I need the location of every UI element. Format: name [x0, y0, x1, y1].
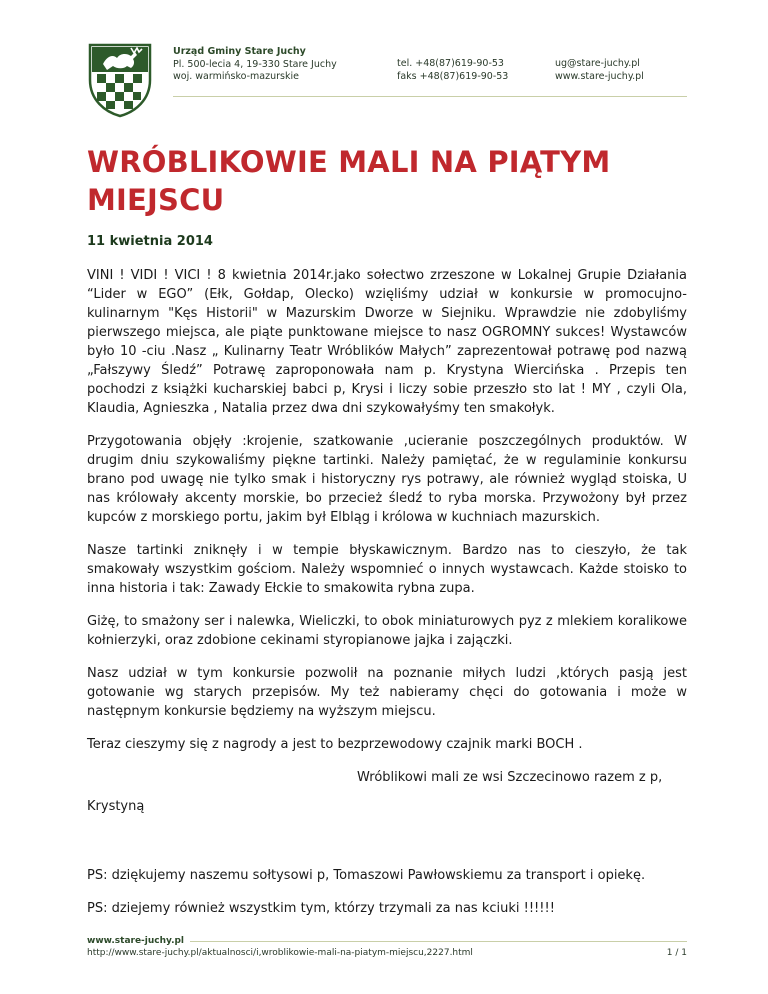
header-phone-block: [397, 58, 508, 83]
address-line-1: Pl. 500-lecia 4, 19-330 Stare Juchy: [173, 58, 337, 70]
footer-article-url[interactable]: http://www.stare-juchy.pl/aktualnosci/i,wroblikowie-mali-na-piatym-miejscu,2227.html: [87, 948, 473, 958]
phone-number: tel. +48(87)619-90-53: [397, 58, 504, 69]
fax-number: faks +48(87)619-90-53: [397, 70, 509, 82]
article-date: 11 kwietnia 2014: [87, 234, 213, 249]
paragraph: VINI ! VIDI ! VICI ! 8 kwietnia 2014r.jako sołectwo zrzeszone w Lokalnej Grupie Działania “Lider w EGO” (Ełk, Gołdap, Olecko) wzięliśmy udział w konkursie w promocujno- kulinarnym "Kęs Historii" w Mazurskim Dworze w Siejniku. Wprawdzie nie zdobyliśmy pierwszego miejsca, ale piąte punktowane miejsce to nasz OGROMNY sukces! Wystawców było 10 -ciu .Nasz „ Kulinarny Teatr Wróblików Małych” zaprezentował potrawę pod nazwą „Fałszywy Śledź” Potrawę zaproponowała nam p. Krystyna Wiercińska . Przepis ten pochodzi z książki kucharskiej babci p, Krysi i liczy sobie przeszło sto lat ! MY , czyli Ola, Klaudia, Agnieszka , Natalia przez dwa dni szykowałyśmy ten smakołyk.: [87, 268, 687, 416]
address-line-2: woj. warmińsko-mazurskie: [173, 71, 299, 82]
signature-name: Krystyną: [87, 799, 145, 814]
footer-site-link[interactable]: www.stare-juchy.pl: [87, 936, 185, 946]
header-address-block: [173, 46, 337, 84]
paragraph: Nasze tartinki zniknęły i w tempie błyskawicznym. Bardzo nas to cieszyło, że tak smakowały wszystkim gościom. Należy wspomnieć o innych wystawcach. Każde stoisko to inna historia i tak: Zawady Ełckie to smakowita rybna zupa.: [87, 543, 687, 596]
postscript: PS: dziejemy również wszystkim tym, którzy trzymali za nas kciuki !!!!!!: [87, 901, 555, 916]
email-link[interactable]: ug@stare-juchy.pl: [555, 58, 640, 69]
header-contact-block: [555, 58, 644, 83]
article-body: [87, 266, 687, 932]
paragraph: Teraz cieszymy się z nagrody a jest to bezprzewodowy czajnik marki BOCH .: [87, 737, 583, 752]
page-number: 1 / 1: [666, 948, 687, 958]
signature-line: Wróblikowi mali ze wsi Szczecinowo razem z p,: [357, 770, 663, 785]
website-link[interactable]: www.stare-juchy.pl: [555, 70, 644, 82]
coat-of-arms-icon: [87, 42, 153, 118]
footer-divider: [190, 941, 687, 942]
paragraph: Nasz udział w tym konkursie pozwolił na poznanie miłych ludzi ,których pasją jest gotowanie wg starych przepisów. My też nabieramy chęci do gotowania i może w następnym konkursie będziemy na wyższym miejscu.: [87, 666, 687, 719]
paragraph: Giżę, to smażony ser i nalewka, Wieliczki, to obok miniaturowych pyz z mlekiem koralikowe kołnierzyki, oraz zdobione cekinami styropianowe jajka i zajączki.: [87, 614, 687, 648]
org-name: Urząd Gminy Stare Juchy: [173, 46, 306, 57]
header-divider: [173, 96, 687, 97]
paragraph: Przygotowania objęły :krojenie, szatkowanie ,ucieranie poszczególnych produktów. W drugim dniu szykowaliśmy piękne tartinki. Należy pamiętać, że w regulaminie konkursu brano pod uwagę nie tylko smak i historyczny rys potrawy, ale również wygląd stoiska, U nas królowały akcenty morskie, bo przecież śledź to ryba morska. Przywożony był przez kupców z morskiego portu, jakim był Elbląg i królowa w kuchniach mazurskich.: [87, 434, 687, 525]
article-title: WRÓBLIKOWIE MALI NA PIĄTYM MIEJSCU: [87, 145, 611, 217]
postscript: PS: dziękujemy naszemu sołtysowi p, Tomaszowi Pawłowskiemu za transport i opiekę.: [87, 868, 646, 883]
